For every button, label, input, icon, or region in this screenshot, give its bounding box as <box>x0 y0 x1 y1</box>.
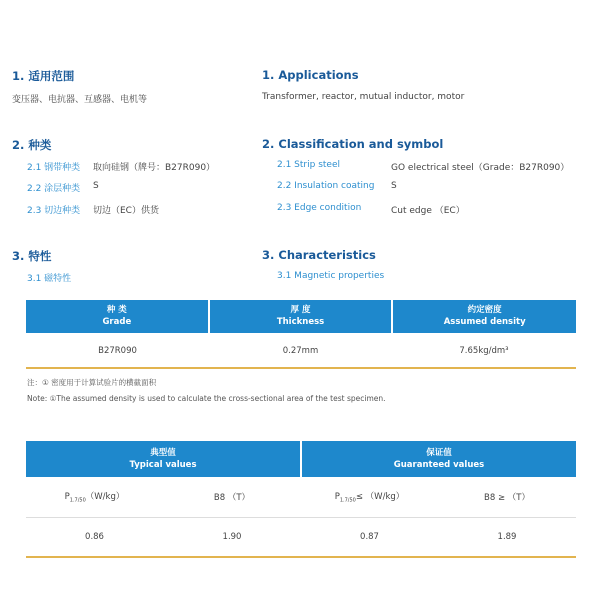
p-unit: ≤ （W/kg） <box>355 492 405 503</box>
classification-title-cn: 2. 种类 <box>12 138 52 152</box>
strip-steel-label-en: 2.1 Strip steel <box>277 160 340 170</box>
b8-typical-subheader: B8 （T） <box>213 493 251 503</box>
p-unit: （W/kg） <box>85 492 125 503</box>
table1-bottom-rule <box>26 367 576 369</box>
edge-label-en: 2.3 Edge condition <box>277 203 362 213</box>
typical-header-cn: 典型值 <box>150 448 176 458</box>
density-header <box>393 300 576 333</box>
b8-guaranteed-subheader: B8 ≥ （T） <box>484 493 530 503</box>
magnetic-sub-cn: 3.1 磁特性 <box>27 274 72 284</box>
strip-steel-value-cn: 取向硅钢（牌号：B27R090） <box>93 163 216 173</box>
edge-value-cn: 切边（EC）供货 <box>93 206 159 216</box>
subheader-row <box>26 477 576 517</box>
characteristics-title-cn: 3. 特性 <box>12 249 52 263</box>
guaranteed-header <box>302 441 576 477</box>
grade-header-cn: 种 类 <box>106 305 127 315</box>
applications-title-en: 1. Applications <box>262 68 359 82</box>
density-header-en: Assumed density <box>443 317 526 327</box>
coating-label-en: 2.2 Insulation coating <box>277 181 375 191</box>
edge-label-cn: 2.3 切边种类 <box>27 206 81 216</box>
edge-value-en: Cut edge （EC） <box>391 206 465 216</box>
typical-header <box>26 441 302 477</box>
classification-title-en: 2. Classification and symbol <box>262 137 444 151</box>
magnetic-sub-en: 3.1 Magnetic properties <box>277 271 385 281</box>
p-guaranteed-subheader <box>301 490 438 504</box>
density-header-cn: 约定密度 <box>467 305 502 315</box>
p-guaranteed-cell: 0.87 <box>360 531 379 542</box>
coating-label-cn: 2.2 涂层种类 <box>27 184 81 194</box>
strip-steel-value-en: GO electrical steel（Grade：B27R090） <box>391 163 570 173</box>
b8-guaranteed-cell: 1.89 <box>497 531 517 542</box>
p-typical-subheader <box>26 490 163 504</box>
strip-steel-label-cn: 2.1 钢带种类 <box>27 163 81 173</box>
thickness-cell: 0.27mm <box>282 345 319 356</box>
magnetic-table <box>26 441 576 555</box>
coating-value-cn: S <box>93 181 99 191</box>
grade-header-en: Grade <box>102 317 132 327</box>
density-cell: 7.65kg/dm³ <box>459 345 509 356</box>
table-row <box>26 518 576 555</box>
note-cn: 注：① 密度用于计算试验片的横截面积 <box>27 378 157 387</box>
p-symbol: P <box>334 492 340 503</box>
grade-cell: B27R090 <box>98 345 137 356</box>
applications-body-cn: 变压器、电抗器、互感器、电机等 <box>12 95 148 105</box>
p-symbol: P <box>64 492 70 503</box>
characteristics-title-en: 3. Characteristics <box>262 248 376 262</box>
guaranteed-header-en: Guaranteed values <box>393 460 485 470</box>
note-en: Note: ①The assumed density is used to calculate the cross-sectional area of the test specimen. <box>27 394 386 403</box>
grade-header <box>26 300 210 333</box>
thickness-header-en: Thickness <box>276 317 325 327</box>
density-table <box>26 300 576 368</box>
table-row <box>26 333 576 368</box>
thickness-header <box>210 300 394 333</box>
applications-title-cn: 1. 适用范围 <box>12 69 75 83</box>
p-subscript: 1.7/50 <box>339 497 356 504</box>
table2-bottom-rule <box>26 556 576 558</box>
p-subscript: 1.7/50 <box>69 497 86 504</box>
b8-typical-cell: 1.90 <box>222 531 242 542</box>
applications-body-en: Transformer, reactor, mutual inductor, motor <box>262 92 465 102</box>
guaranteed-header-cn: 保证值 <box>426 448 452 458</box>
typical-header-en: Typical values <box>129 460 197 470</box>
thickness-header-cn: 厚 度 <box>290 305 311 315</box>
coating-value-en: S <box>391 181 397 191</box>
p-typical-cell: 0.86 <box>85 531 104 542</box>
